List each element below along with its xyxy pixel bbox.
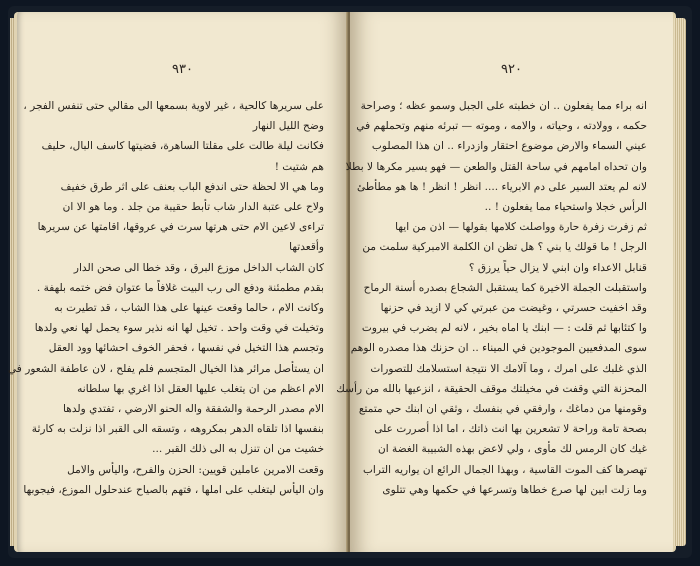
text-line: بنفسها اذا تلقاه الدهر بمكروهه ، وتسقه الى القبر اذا نزلت به كارثة [31, 423, 324, 436]
text-line: وقعت الامرين عاملين قويين: الحزن والفرح، واليأس والامل [67, 463, 324, 476]
text-line: سوى المدفعيين الموجودين في الميناء .. ان حزنك هذا مصدره الوهم [350, 342, 647, 355]
text-line: غيك كان الرمس لك مأوى ، ولي لاعض بهذه الشبيبة الغضة ان [377, 443, 647, 456]
text-line: حكمه ، وولادته ، وحياته ، والامه ، وموته — تبرئه منهم وتحملهم في [356, 120, 647, 133]
left-page [7, 12, 348, 552]
text-line: الرأس خجلا واستحياء مما يفعلون ! .. [484, 201, 647, 214]
text-line: هم شتيت ! [274, 160, 324, 173]
text-line: خشيت من ان تنزل به الى ذلك القبر ... [152, 443, 324, 456]
text-line: وقد اخفيت حسرتي ، وغيضت من عبرتي كي لا ازيد في حزنها [380, 302, 647, 315]
right-page-text [336, 96, 647, 500]
text-line: وقومنها من دماغك ، وارفقي في بنفسك ، وثقي ان ابنك حي متمتع [358, 403, 647, 416]
text-line: ولاح على عتبة الدار شاب تأبط حقيبة من جلد . وما هو الا ان [62, 201, 324, 214]
text-line: واستقبلت الجملة الاخيرة كما يستقبل الشجاع بصدره أسنة الرماح [363, 281, 647, 294]
text-line: وضح الليل النهار [252, 120, 324, 133]
text-line: وكانت الام ، حالما وقعت عينها على هذا الشاب ، قد تطيرت به [54, 302, 324, 315]
text-line: وما هي الا لحظة حتى اندفع الباب بعنف على اثر طرق خفيف [60, 180, 324, 193]
text-line: لانه لم يعتد السير على دم الابرياء .... انظر ! انظر ! ها هو مطأطئ [356, 180, 647, 193]
open-book [8, 6, 692, 558]
text-line: عيني السماء والارض موضوع احتقار وازدراء .. ان هذا المصلوب [371, 140, 647, 153]
text-line: وما زلت ابين لها صرع خطاها وتسرعها في حكمها وهي تتلوى [382, 483, 647, 496]
text-line: كان الشاب الداخل موزع البرق ، وقد خطا الى صحن الدار [73, 261, 324, 274]
text-line: وتخيلت في وقت واحد . تخيل لها انه نذير سوء يحمل لها نعي ولدها [34, 322, 324, 335]
text-line: قنابل الاعداء وان ابني لا يزال حياً يرزق ؟ [468, 261, 647, 274]
text-line: بقدم مطمئنة ودفع الى رب البيت غلافاً ما عتوان فض ختمه بلهفة . [36, 281, 324, 294]
left-page-number: ٩٣٠ [172, 62, 193, 77]
text-line: وان تحداه امامهم في ساحة القتل والطعن — فهو يسير مكرها لا بطلا [345, 160, 647, 173]
text-line: انه براء مما يفعلون .. ان خطبته على الجبل وسمو عظه ؛ وصراحة [360, 100, 647, 112]
text-line: المحزنة التي وقفت في مخيلتك موقف الحقيقة ، انزعيها بالله من رأسك [336, 382, 647, 395]
text-line: الام مصدر الرحمة والشفقة واله الحنو الارضي ، تفتدي ولدها [63, 403, 324, 416]
text-line: ان يستأصل مرائر هذا الخيال المتجسم فلم يفلح ، لان عاطفة الشعور في [7, 362, 324, 375]
text-line: على سريرها كالحية ، غير لاوية بسمعها الى مقالي حتى تنفس الفجر ، [23, 100, 324, 112]
text-line: تهصرها كف الموت القاسية ، وبهذا الجمال الرائع ان يواريه التراب [362, 463, 647, 476]
left-page-text [7, 96, 324, 500]
text-line: بصحة تامة وراحة لا تشعرين بها انت ذاتك ، اما اذا أصررت على [374, 423, 647, 436]
text-line: ثم زفرت زفرة حارة وواصلت كلامها بقولها — اذن من ايها [395, 221, 647, 234]
text-line: الذي غلبك على امرك ، وما آلامك الا نتيجة استسلامك للتصورات [370, 362, 647, 375]
text-line: الرجل ! ما قولك يا بني ؟ هل تظن ان الكلمة الامبركية سلمت من [362, 241, 647, 254]
text-line: الام اعظم من ان يتغلب عليها العقل اذا اغري بها سلطانه [77, 382, 324, 395]
right-page [336, 12, 676, 552]
text-line: وان اليأس ليتغلب على املها ، فتهم بالصياح عندحلول الموزع، فيجوبها [23, 483, 324, 496]
right-page-edges [674, 18, 686, 546]
text-line: وأقعدتها [289, 241, 324, 254]
text-line: فكانت ليلة طالت على مقلتا الساهرة، قضيتها كاسف البال، حليف [41, 140, 324, 153]
text-line: وتجسم هذا التخيل في نفسها ، فحفر الخوف احشائها وود العقل [48, 342, 324, 355]
text-line: تراءى لاعين الام حتى هرتها سرت في عروقها، اقامتها عن سريرها [37, 221, 324, 234]
text-line: وا كتئابها ثم قلت : — ابنك يا اماه بخير ، لانه لم يضرب في بيروت [361, 322, 647, 335]
right-page-number: ٩٢٠ [501, 62, 522, 77]
